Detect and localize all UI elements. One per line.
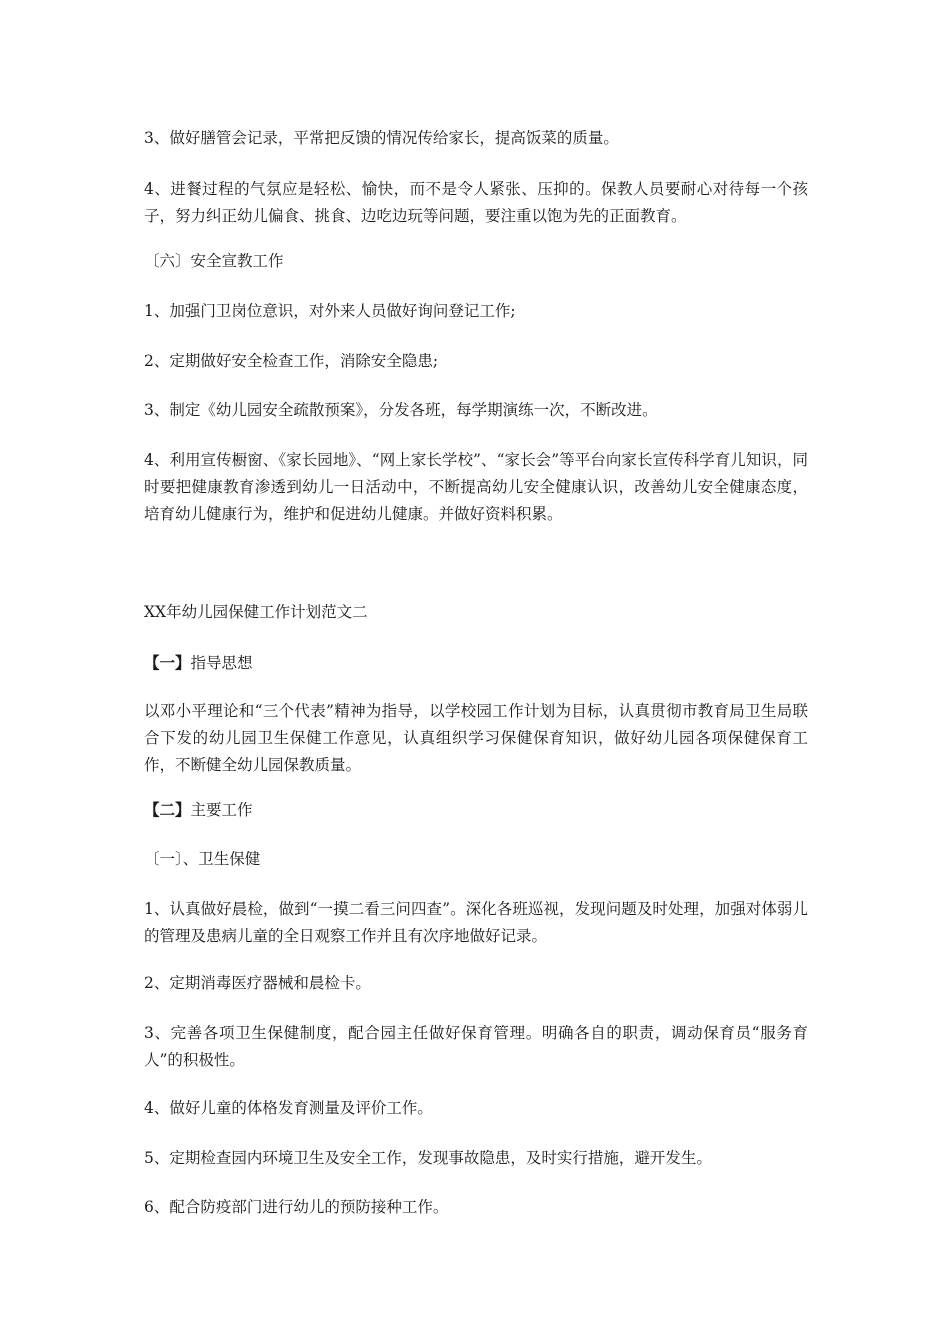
paragraph-environment-check: 5、定期检查园内环境卫生及安全工作，发现事故隐患，及时实行措施，避开发生。 [144,1149,712,1167]
paragraph-meal-record: 3、做好膳管会记录，平常把反馈的情况传给家长，提高饭菜的质量。 [144,129,619,147]
heading-main-work [144,796,808,824]
paragraph-guiding-thought: 以邓小平理论和“三个代表”精神为指导，以学校园工作计划为目标，认真贯彻市教育局卫生局联合下发的幼儿园卫生保健工作意见，认真组织学习保健保育知识，做好幼儿园各项保健保育工作，不断健全幼儿园保教质量。 [144,702,808,774]
heading-guiding-thought [144,649,808,677]
section-heading-safety-education: 〔六〕安全宣教工作 [144,252,284,270]
paragraph-gate-guard: 1、加强门卫岗位意识，对外来人员做好询问登记工作; [144,302,516,320]
heading-bracket: 【一】 [144,653,191,672]
paragraph-disinfection: 2、定期消毒医疗器械和晨检卡。 [144,974,371,992]
paragraph-evacuation-plan: 3、制定《幼儿园安全疏散预案》，分发各班，每学期演练一次，不断改进。 [144,401,658,419]
heading-bracket: 【二】 [144,800,191,819]
heading-text: 指导思想 [190,654,253,672]
paragraph-hygiene-system: 3、完善各项卫生保健制度，配合园主任做好保育管理。明确各自的职责，调动保育员“服务育人”的积极性。 [144,1024,808,1069]
paragraph-parent-education: 4、利用宣传橱窗、《家长园地》、“网上家长学校”、“家长会”等平台向家长宣传科学育儿知识，同时要把健康教育渗透到幼儿一日活动中，不断提高幼儿安全健康认识，改善幼儿安全健康态度，培育幼儿健康行为，维护和促进幼儿健康。并做好资料积累。 [144,451,808,523]
paragraph-physical-measurement: 4、做好儿童的体格发育测量及评价工作。 [144,1099,433,1117]
paragraph-morning-check: 1、认真做好晨检，做到“一摸二看三问四查”。深化各班巡视，发现问题及时处理，加强对体弱儿的管理及患病儿童的全日观察工作并且有次序地做好记录。 [144,900,808,945]
paragraph-vaccination: 6、配合防疫部门进行幼儿的预防接种工作。 [144,1198,449,1216]
heading-text: 主要工作 [190,801,253,819]
document-subtitle: XX年幼儿园保健工作计划范文二 [144,603,368,621]
section-heading-hygiene: 〔一〕、卫生保健 [144,850,261,868]
paragraph-meal-atmosphere: 4、进餐过程的气氛应是轻松、愉快，而不是令人紧张、压抑的。保教人员要耐心对待每一个孩子，努力纠正幼儿偏食、挑食、边吃边玩等问题，要注重以饱为先的正面教育。 [144,180,808,225]
paragraph-safety-inspection: 2、定期做好安全检查工作，消除安全隐患; [144,352,439,370]
